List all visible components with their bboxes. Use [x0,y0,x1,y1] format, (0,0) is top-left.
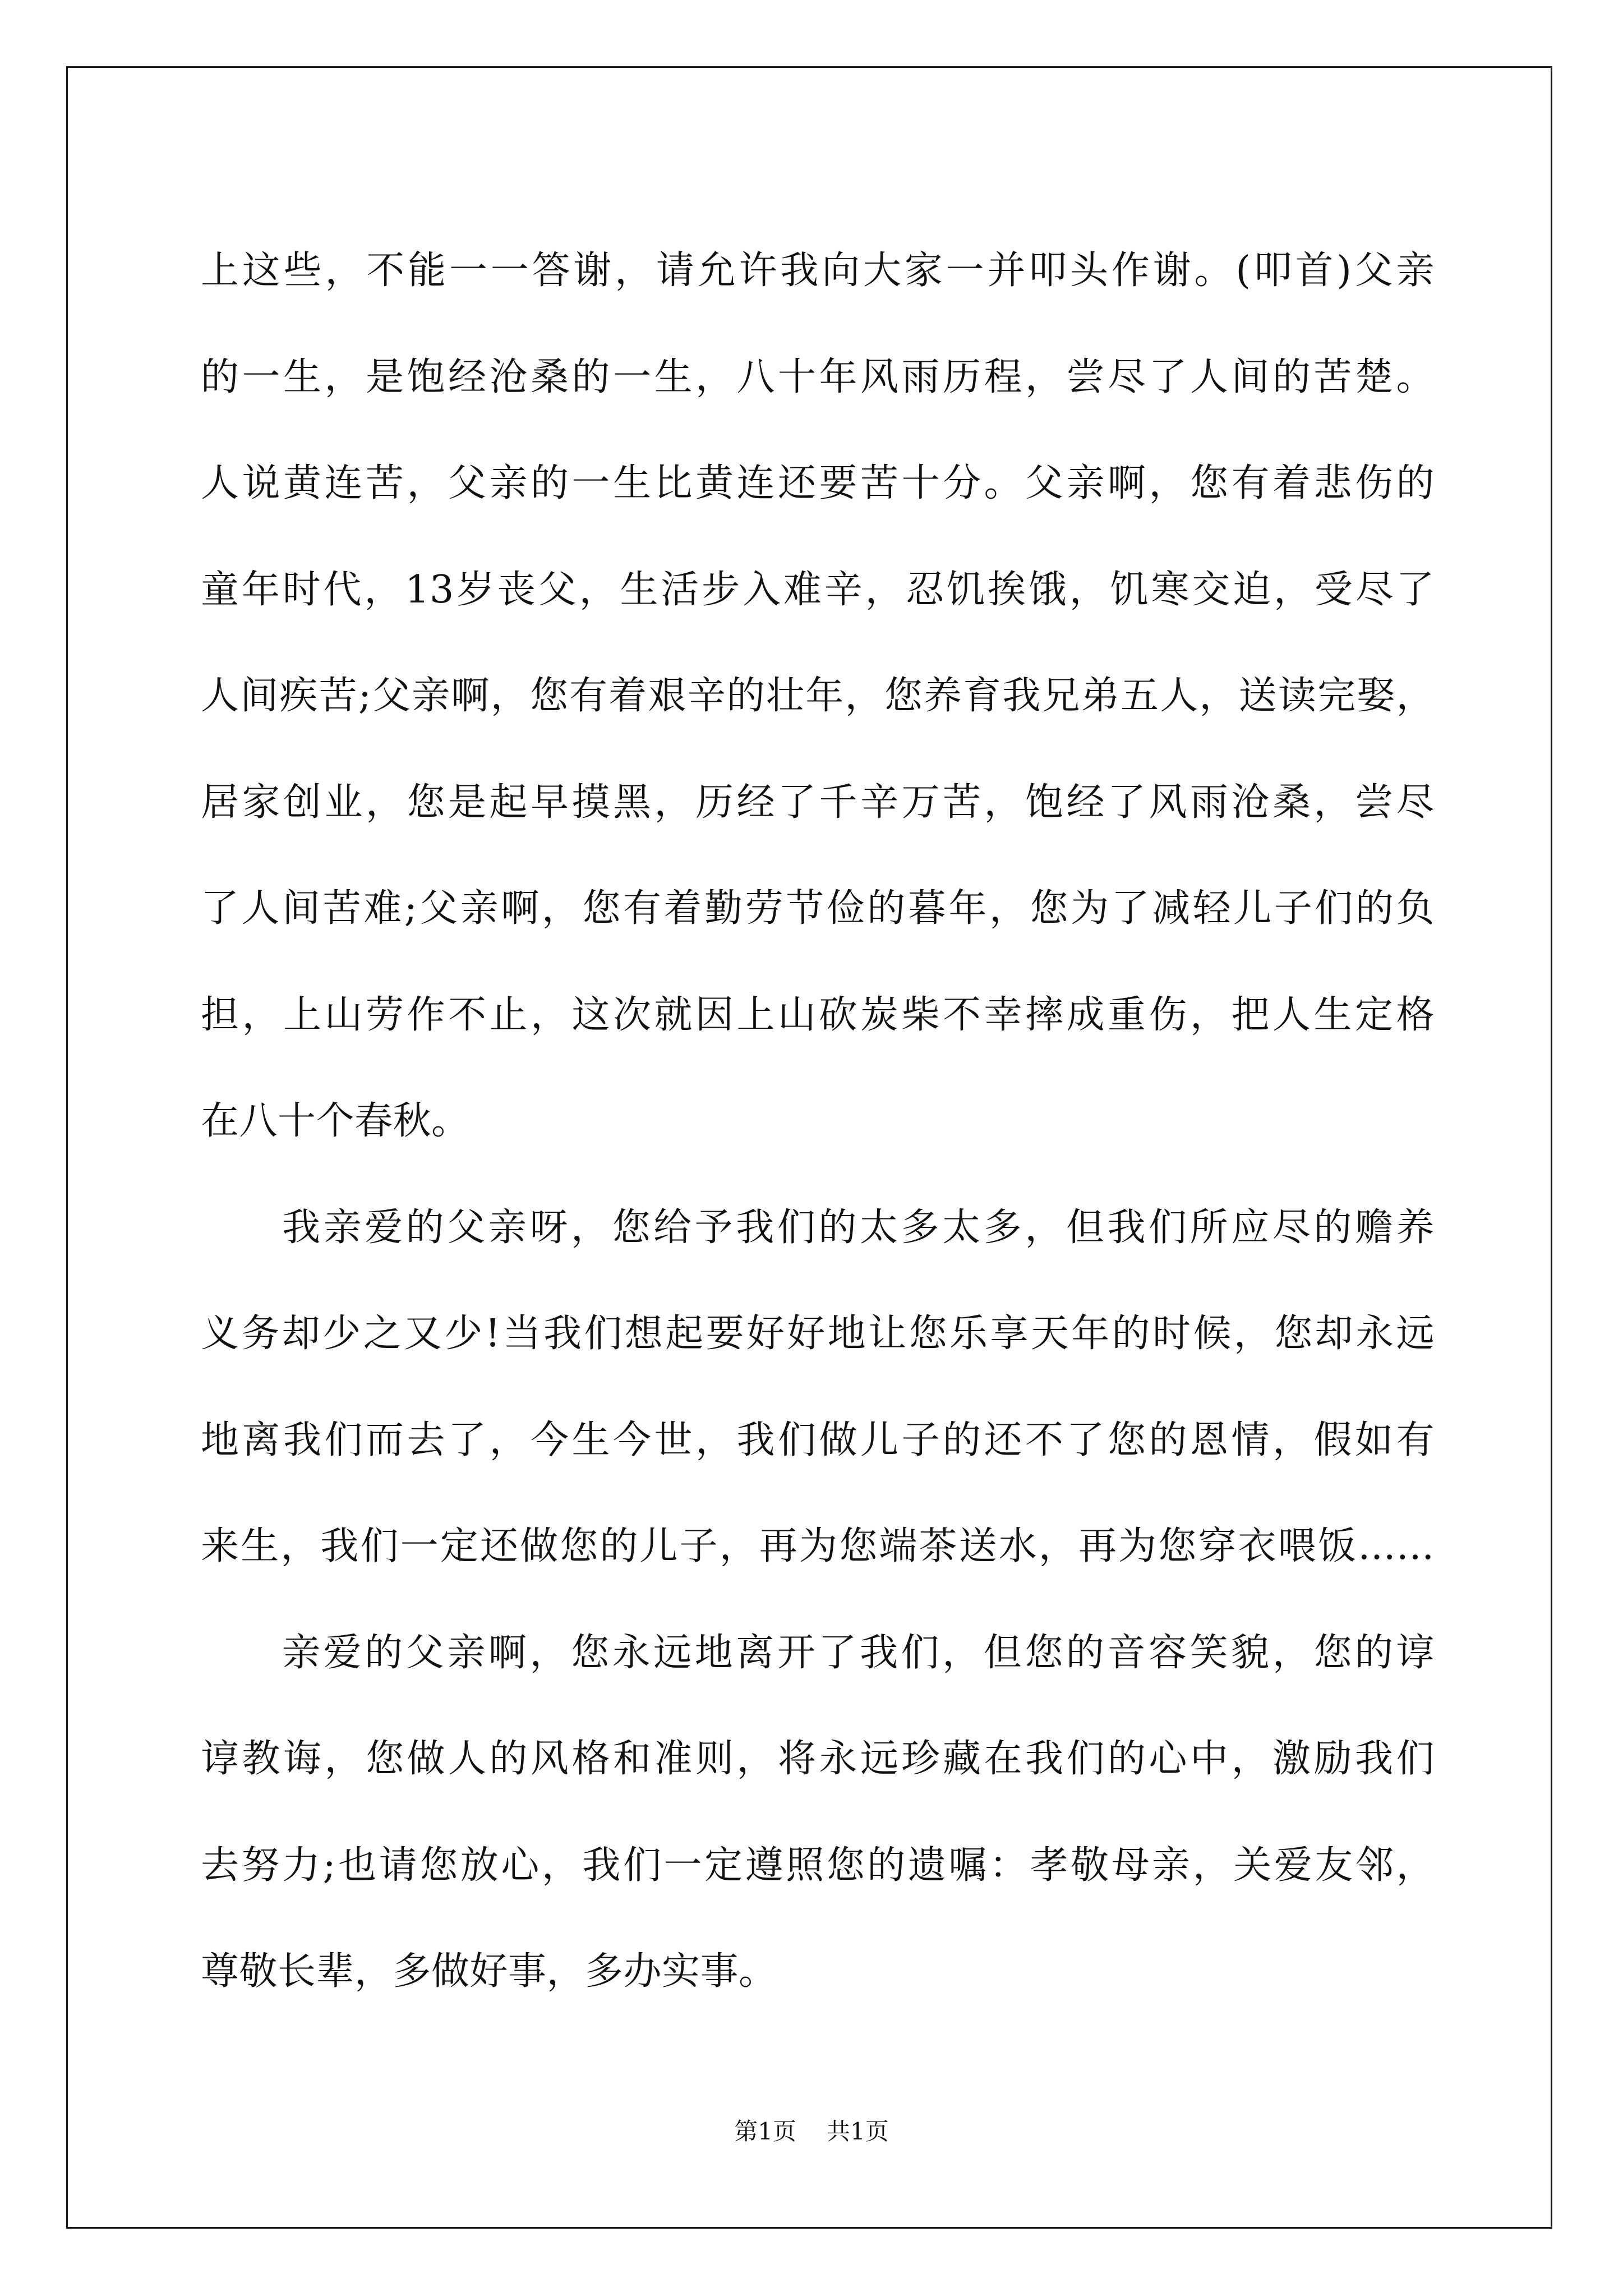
text-line: 在八十个春秋。 [201,1099,470,1143]
document-body [201,218,1435,2025]
page-number: 第1页 [734,2118,796,2145]
text-line: 上这些，不能一一答谢，请允许我向大家一并叩头作谢。(叩首)父亲 [201,249,1435,293]
text-line: 居家创业，您是起早摸黑，历经了千辛万苦，饱经了风雨沧桑，尝尽 [201,780,1435,825]
text-line: 尊敬长辈，多做好事，多办实事。 [201,1949,777,1994]
text-line: 的一生，是饱经沧桑的一生，八十年风雨历程，尝尽了人间的苦楚。 [201,355,1435,399]
text-line: 童年时代，13岁丧父，生活步入难辛，忍饥挨饿，饥寒交迫，受尽了 [201,567,1435,612]
paragraph-start-line: 亲爱的父亲啊，您永远地离开了我们，但您的音容笑貌，您的谆 [282,1630,1435,1675]
text-line: 来生，我们一定还做您的儿子，再为您端茶送水，再为您穿衣喂饭…… [201,1524,1435,1568]
text-line: 担，上山劳作不止，这次就因上山砍炭柴不幸摔成重伤，把人生定格 [201,992,1435,1037]
page-total: 共1页 [827,2118,889,2145]
paragraph-start-line: 我亲爱的父亲呀，您给予我们的太多太多，但我们所应尽的赡养 [282,1205,1435,1250]
text-line: 人间疾苦;父亲啊，您有着艰辛的壮年，您养育我兄弟五人，送读完娶， [201,674,1435,718]
text-line: 谆教诲，您做人的风格和准则，将永远珍藏在我们的心中，激励我们 [201,1737,1435,1781]
text-line: 人说黄连苦，父亲的一生比黄连还要苦十分。父亲啊，您有着悲伤的 [201,461,1435,505]
text-line: 去努力;也请您放心，我们一定遵照您的遗嘱：孝敬母亲，关爱友邻， [201,1843,1435,1888]
page-footer [0,2115,1623,2148]
text-line: 义务却少之又少!当我们想起要好好地让您乐享天年的时候，您却永远 [201,1312,1435,1356]
text-line: 地离我们而去了，今生今世，我们做儿子的还不了您的恩情，假如有 [201,1418,1435,1462]
text-line: 了人间苦难;父亲啊，您有着勤劳节俭的暮年，您为了减轻儿子们的负 [201,886,1435,931]
